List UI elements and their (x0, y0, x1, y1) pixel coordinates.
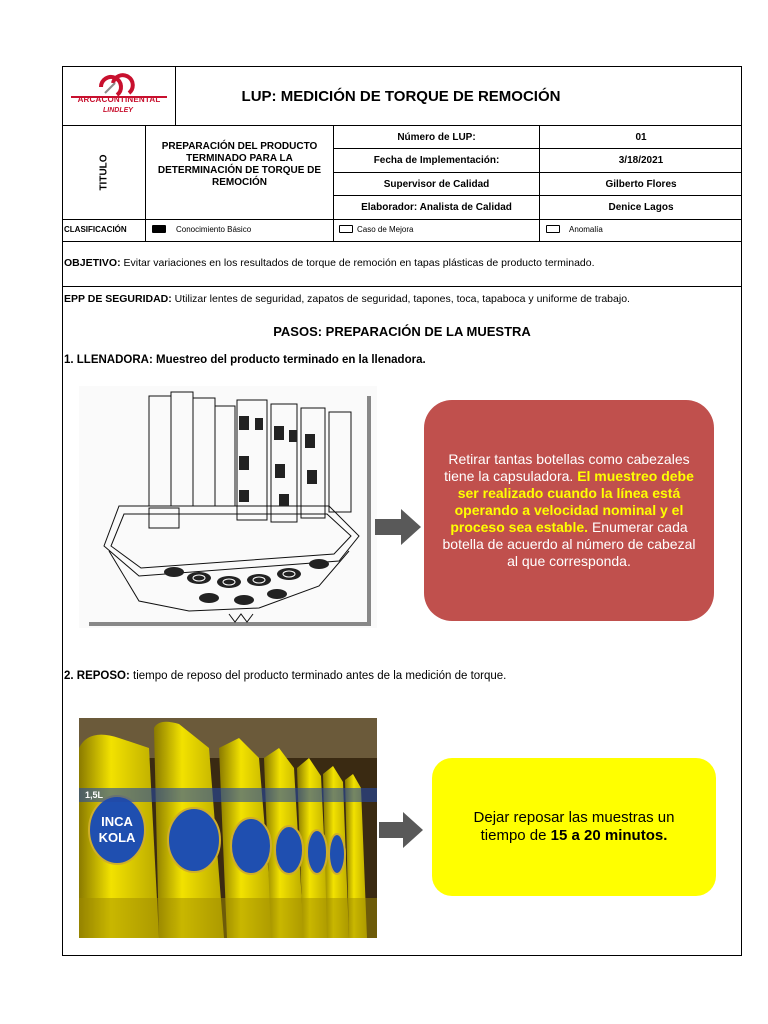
epp-label: EPP DE SEGURIDAD: (64, 293, 172, 305)
author-label: Elaborador: Analista de Calidad (361, 202, 512, 213)
arrow-right-icon-2 (379, 812, 423, 848)
logo-subtext: LINDLEY (103, 107, 133, 114)
supervisor-value: Gilberto Flores (605, 178, 677, 190)
bottle-label-text-2: KOLA (98, 830, 136, 845)
page-title: LUP: MEDICIÓN DE TORQUE DE REMOCIÓN (241, 87, 561, 105)
implementation-date-value: 3/18/2021 (618, 155, 664, 166)
step2-callout-time: 15 a 20 minutos. (550, 827, 668, 844)
bottle-size-text: 1,5L (85, 790, 104, 800)
step2-heading (64, 670, 506, 682)
checkbox-basic-knowledge[interactable] (152, 225, 166, 233)
classification-option-improvement: Caso de Mejora (357, 225, 414, 234)
company-logo (63, 67, 175, 125)
titulo-text: PREPARACIÓN DEL PRODUCTO TERMINADO PARA LA DETERMINACIÓN DE TORQUE DE REMOCIÓN (157, 141, 322, 188)
objective-text: Evitar variaciones en los resultados de torque de remoción en tapas plásticas de producto terminado. (120, 257, 595, 269)
objective-label: OBJETIVO: (64, 257, 121, 269)
step2-text: tiempo de reposo del producto terminado antes de la medición de torque. (129, 670, 507, 682)
step1-text: Muestreo del producto terminado en la llenadora. (152, 354, 426, 366)
step2-callout (432, 758, 716, 896)
bottle-label-text-1: INCA (101, 814, 133, 829)
arrow-right-icon (375, 509, 421, 545)
lup-number-label: Número de LUP: (397, 131, 476, 143)
classification-label: CLASIFICACIÓN (64, 225, 127, 234)
lup-number-value: 01 (635, 131, 647, 143)
step2-callout-text-a: Dejar reposar las muestras un tiempo de (473, 809, 675, 844)
step2-callout-text (450, 809, 698, 845)
implementation-date-label: Fecha de Implementación: (373, 155, 500, 166)
titulo-label-cell (63, 126, 145, 219)
step1-callout-text (442, 451, 696, 570)
step1-callout-highlight: El muestreo debe ser realizado cuando la línea está operando a velocidad nominal y el proceso sea estable. (450, 468, 694, 535)
bottles-photo (79, 718, 377, 938)
epp (64, 293, 739, 305)
epp-text: Utilizar lentes de seguridad, zapatos de seguridad, tapones, toca, tapaboca y uniforme de trabajo. (171, 293, 630, 305)
step1-callout-text-a: Retirar tantas botellas como cabezales tiene la capsuladora. (444, 451, 690, 484)
checkbox-improvement-case[interactable] (339, 225, 353, 233)
steps-title: PASOS: PREPARACIÓN DE LA MUESTRA (273, 323, 531, 339)
supervisor-label: Supervisor de Calidad (383, 178, 490, 190)
step2-label: 2. REPOSO: (64, 670, 130, 682)
author-value: Denice Lagos (608, 202, 674, 213)
logo-text: ARCACONTINENTAL (77, 95, 161, 104)
checkbox-anomaly[interactable] (546, 225, 560, 233)
step1-callout-text-b: Enumerar cada botella de acuerdo al número de cabezal al que corresponda. (442, 519, 696, 569)
filler-machine-image (79, 386, 377, 628)
titulo-label: TITULO (98, 154, 110, 191)
classification-option-basic: Conocimiento Básico (176, 225, 252, 234)
step1-heading (64, 354, 426, 366)
step1-callout (424, 400, 714, 621)
objective (64, 257, 739, 269)
step1-label: 1. LLENADORA: (64, 354, 153, 366)
classification-option-anomaly: Anomalía (569, 225, 603, 234)
